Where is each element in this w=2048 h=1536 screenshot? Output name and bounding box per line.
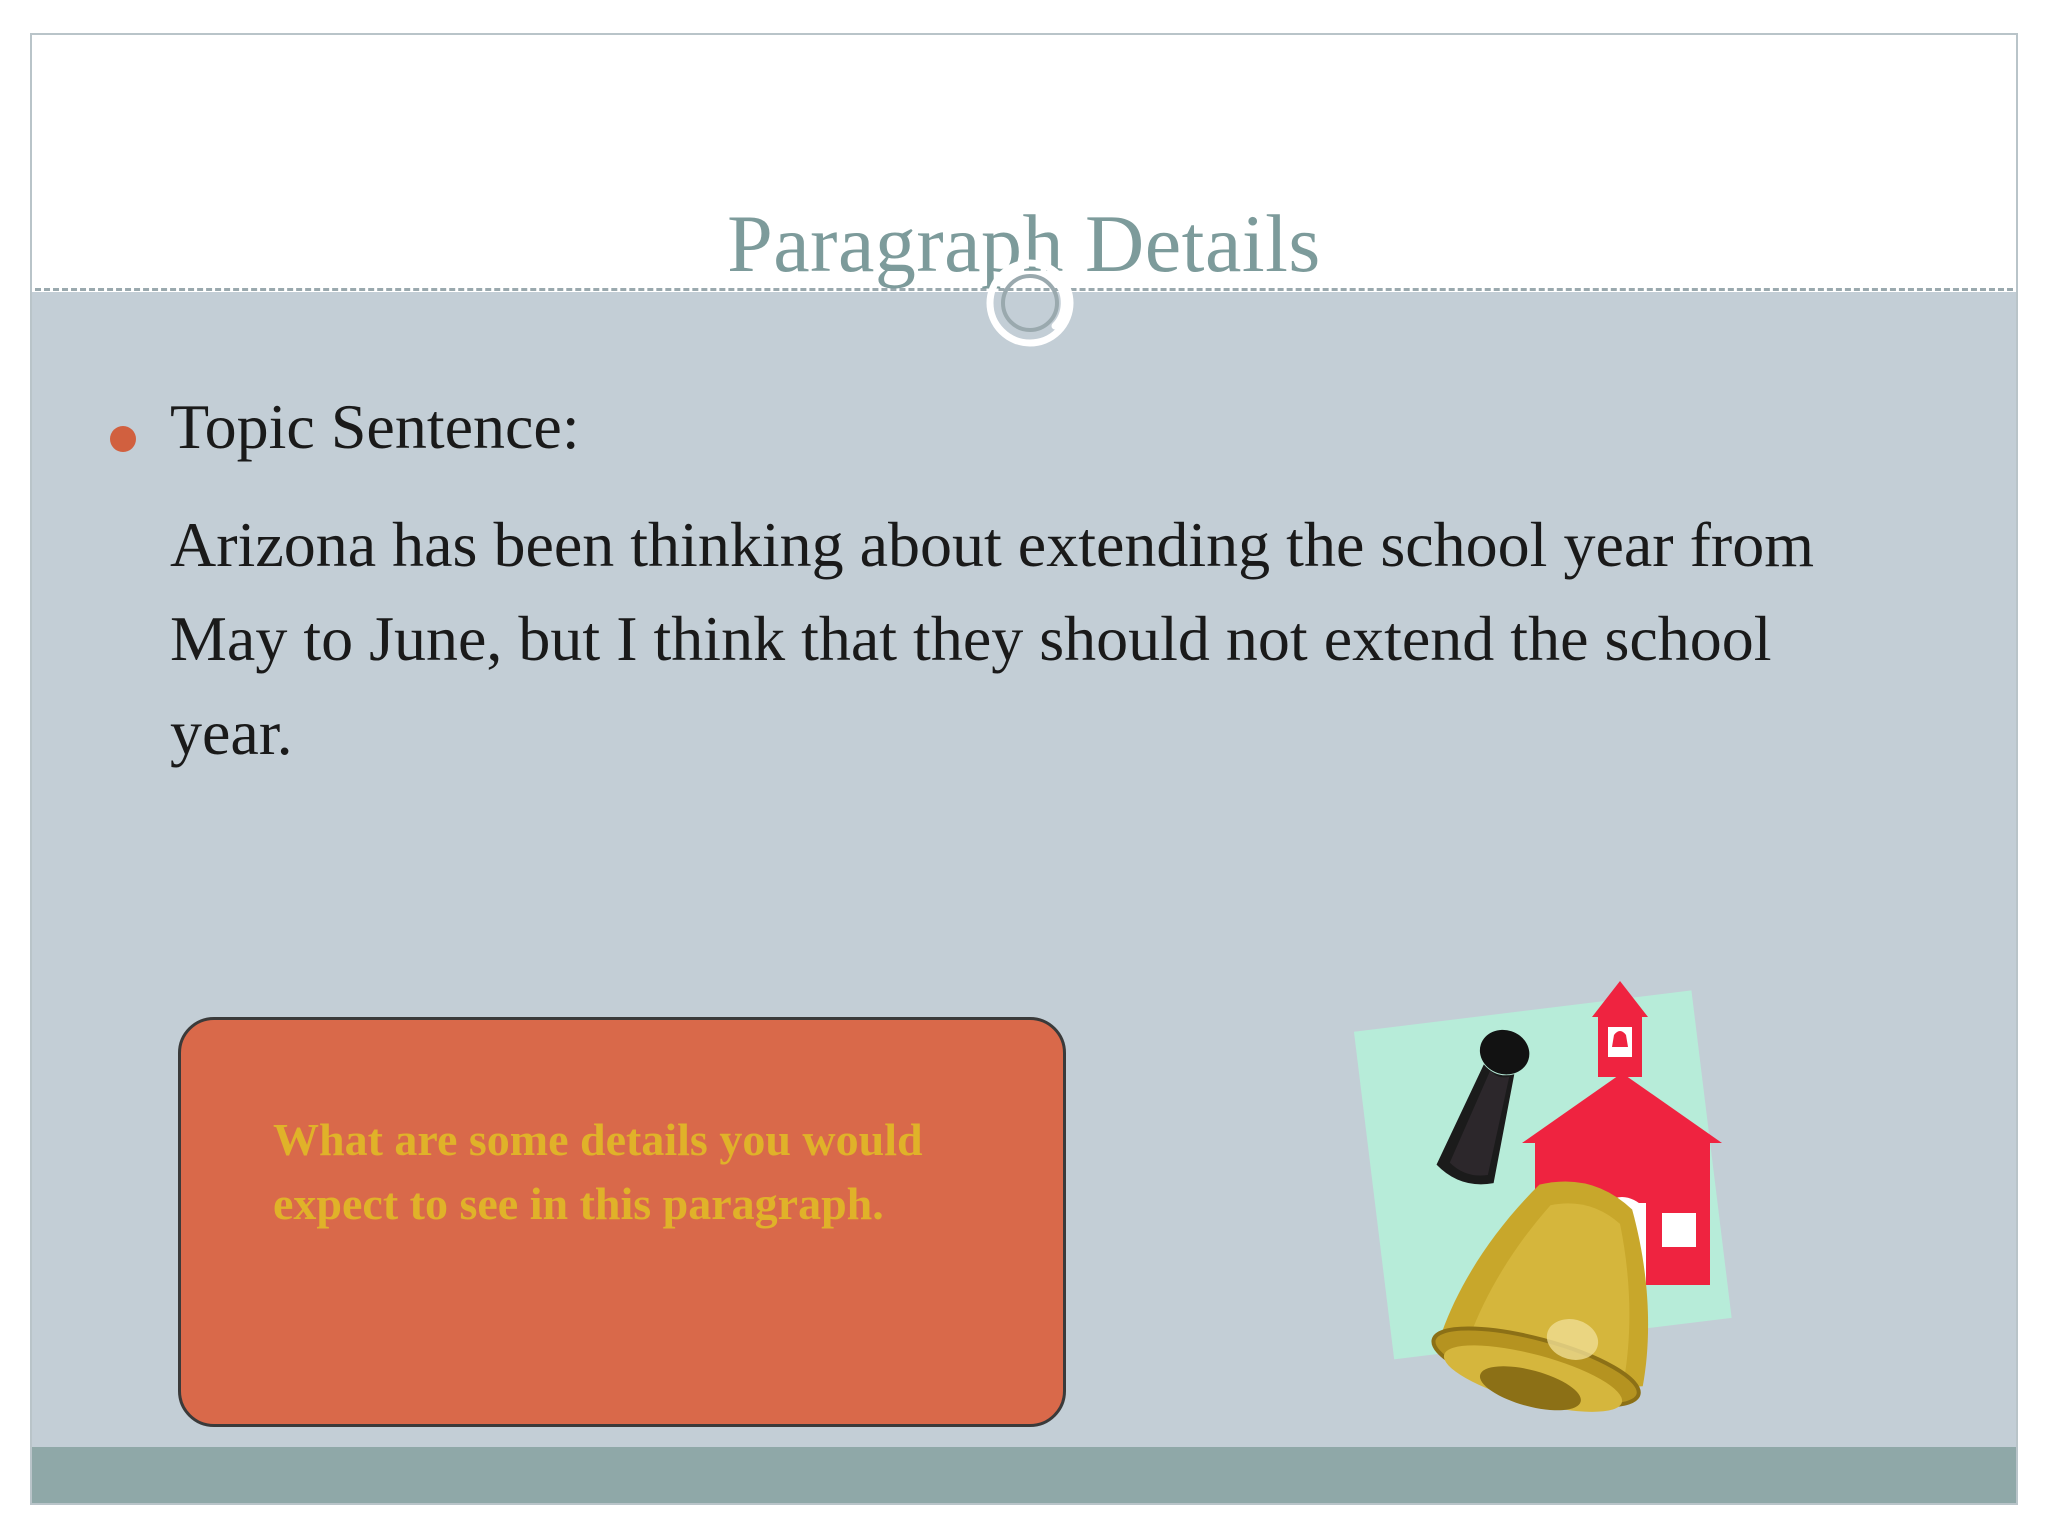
bullet-dot-icon [110, 426, 136, 452]
prompt-callout-text: What are some details you would expect to see in this paragraph. [273, 1114, 923, 1229]
topic-sentence-paragraph: Arizona has been thinking about extending the school year from May to June, but I think that they should not extend the school year. [170, 509, 1814, 768]
topic-sentence-label: Topic Sentence: [170, 391, 580, 462]
school-bell-and-schoolhouse-icon [1330, 975, 1840, 1475]
prompt-callout-box [178, 1017, 1066, 1427]
page-title: Paragraph Details [727, 198, 1321, 289]
